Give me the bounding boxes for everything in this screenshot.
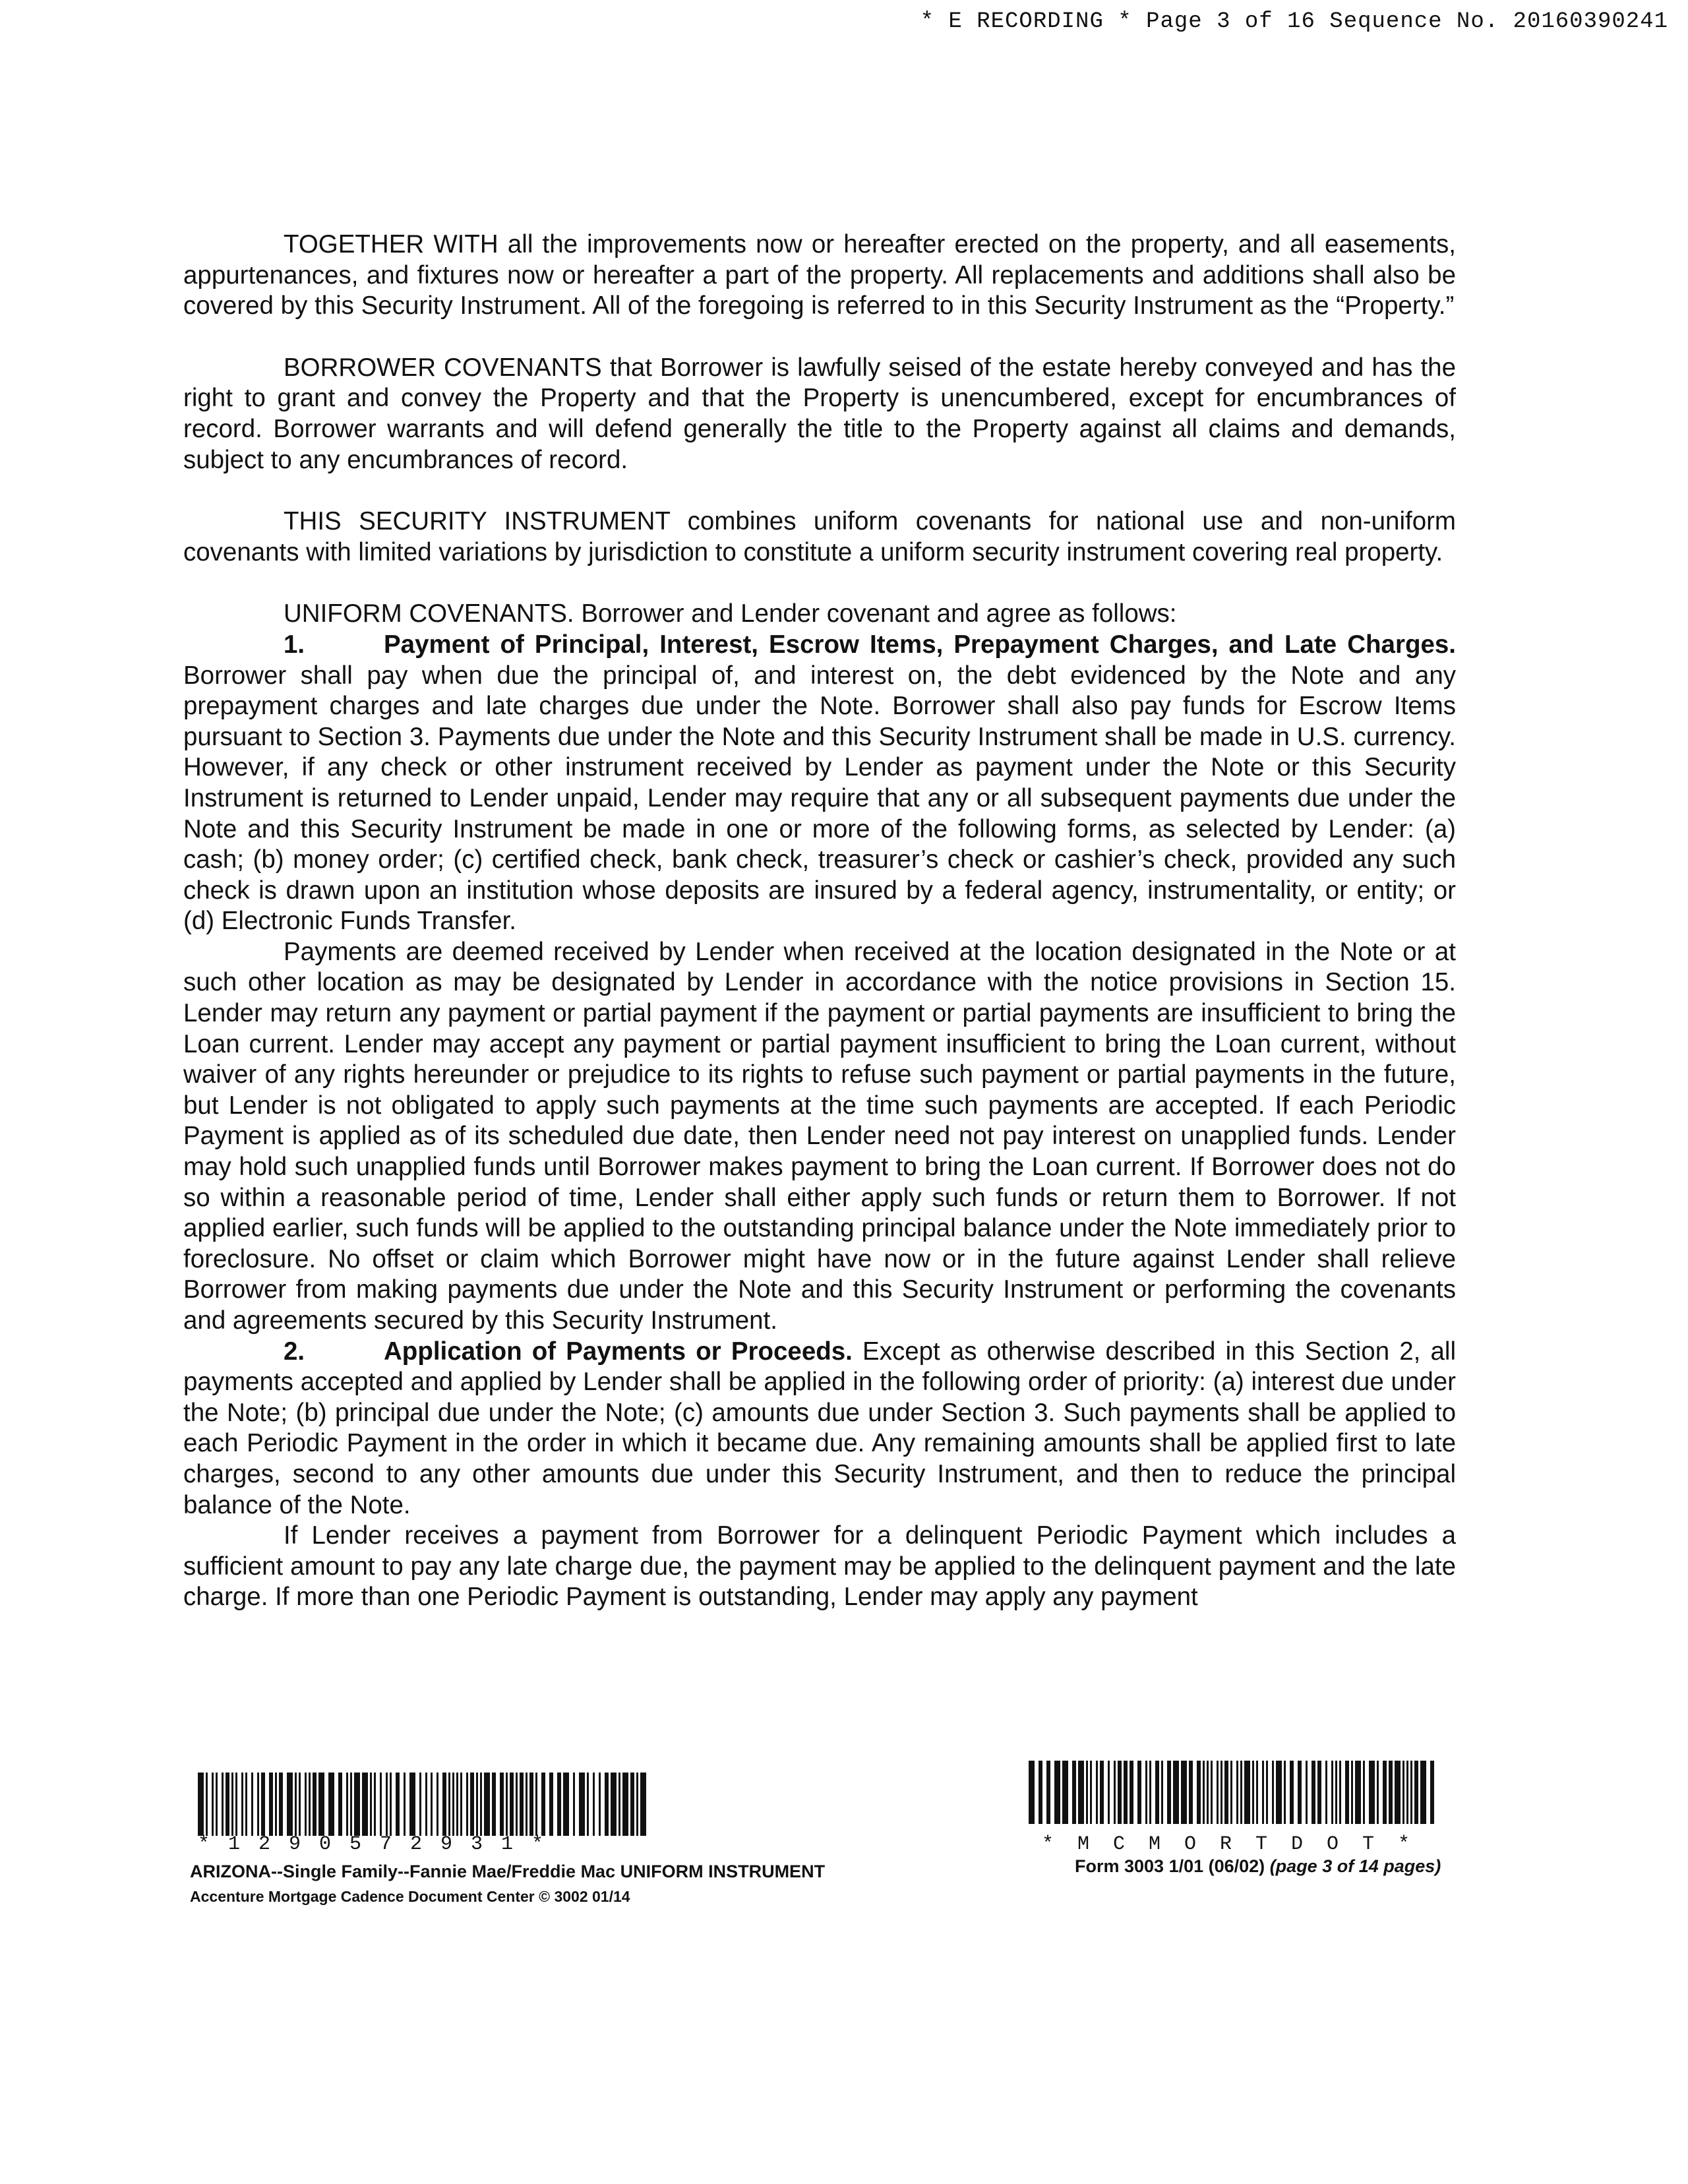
form-right <box>1075 1856 1441 1877</box>
recording-header: * E RECORDING * Page 3 of 16 Sequence No. 20160390241 <box>920 9 1668 34</box>
barcode-left-text: *1290572931* <box>198 1833 562 1856</box>
barcode-right <box>1029 1761 1437 1824</box>
barcode-bar <box>198 1773 204 1836</box>
paragraph-payments-deemed: Payments are deemed received by Lender when received at the location designated in the Note or at such other location as may be designated by Lender in accordance with the notice provisions in Section 15. Lender may return any payment or partial payment if the payment or partial payments are insufficient to bring the Loan current. Lender may accept any payment or partial payment insufficient to bring the Loan current, without waiver of any rights hereunder or prejudice to its rights to refuse such payment or partial payments in the future, but Lender is not obligated to apply such payments at the time such payments are accepted. If each Periodic Payment is applied as of its scheduled due date, then Lender need not pay interest on unapplied funds. Lender may hold such unapplied funds until Borrower makes payment to bring the Loan current. If Borrower does not do so within a reasonable period of time, Lender shall either apply such funds or return them to Borrower. If not applied earlier, such funds will be applied to the outstanding principal balance under the Note immediately prior to foreclosure. No offset or claim which Borrower might have now or in the future against Lender shall relieve Borrower from making payments due under the Note and this Security Instrument or performing the covenants and agreements secured by this Security Instrument. <box>183 937 1456 1335</box>
form-left-line2-text: Accenture Mortgage Cadence Document Center © 3002 01/14 <box>190 1888 630 1905</box>
barcode-bar <box>1029 1761 1035 1824</box>
barcode-bar <box>1054 1761 1060 1824</box>
barcode-bar <box>1244 1761 1250 1824</box>
barcode-bar <box>409 1773 415 1836</box>
section-2 <box>183 1337 1456 1521</box>
section-2-number: 2. <box>284 1337 305 1366</box>
barcode-bar <box>328 1773 334 1836</box>
document-body <box>183 229 1456 1613</box>
section-2-text: Except as otherwise described in this Section 2, all payments accepted and applied by Lender shall be applied in the following order of priority: (a) interest due under the Note; (b) principal due under the Note; (c) amounts due under Section 3. Such payments shall be applied to each Periodic Payment in the order in which it became due. Any remaining amounts shall be applied first to late charges, second to any other amounts due under this Security Instrument, and then to reduce the principal balance of the Note. <box>183 1337 1456 1519</box>
paragraph-uniform-covenants: UNIFORM COVENANTS. Borrower and Lender covenant and agree as follows: <box>284 599 1177 628</box>
barcode-bar <box>1369 1761 1375 1824</box>
paragraph-security-instrument: THIS SECURITY INSTRUMENT combines uniform covenants for national use and non-uniform covenants with limited variations by jurisdiction to constitute a uniform security instrument covering real property. <box>183 507 1456 566</box>
section-1-number: 1. <box>284 630 305 659</box>
barcode-bar <box>611 1773 617 1836</box>
barcode-right-text: *MCMORTDOT* <box>1042 1833 1434 1856</box>
paragraph-together-with: TOGETHER WITH all the improvements now or hereafter erected on the property, and all easements, appurtenances, and fixtures now or hereafter a part of the property. All replacements and additions shall also be covered by this Security Instrument. All of the foregoing is referred to in this Security Instrument as the “Property.” <box>183 230 1456 320</box>
section-1 <box>183 630 1456 937</box>
barcode-bar <box>1078 1761 1084 1824</box>
paragraph-delinquent-payment: If Lender receives a payment from Borrower for a delinquent Periodic Payment which includes a sufficient amount to pay any late charge due, the payment may be applied to the delinquent payment and the late charge. If more than one Periodic Payment is outstanding, Lender may apply any payment <box>183 1521 1456 1612</box>
form-left-line2 <box>190 1886 630 1906</box>
barcode-bar <box>1173 1761 1179 1824</box>
barcode-bar <box>287 1773 293 1836</box>
barcode-bar <box>354 1773 360 1836</box>
barcode-bar <box>1276 1761 1282 1824</box>
form-right-main: Form 3003 1/01 (06/02) <box>1075 1856 1265 1876</box>
form-left-line1: ARIZONA--Single Family--Fannie Mae/Freddie Mac UNIFORM INSTRUMENT <box>190 1862 826 1881</box>
barcode-bar <box>1181 1761 1187 1824</box>
barcode-bar <box>1430 1761 1434 1824</box>
barcode-bar <box>579 1773 585 1836</box>
section-2-title: Application of Payments or Proceeds. <box>384 1337 853 1366</box>
barcode-bar <box>1355 1761 1361 1824</box>
barcode-bar <box>1062 1761 1068 1824</box>
barcode-bar <box>1420 1761 1426 1824</box>
barcode-bar <box>640 1773 646 1836</box>
form-right-page: (page 3 of 14 pages) <box>1269 1856 1441 1876</box>
section-1-text: Borrower shall pay when due the principal of, and interest on, the debt evidenced by the Note and any prepayment charges and late charges due under the Note. Borrower shall also pay funds for Escrow Items pursuant to Section 3. Payments due under the Note and this Security Instrument shall be made in U.S. currency. However, if any check or other instrument received by Lender as payment under the Note or this Security Instrument is returned to Lender unpaid, Lender may require that any or all subsequent payments due under the Note and this Security Instrument be made in one or more of the following forms, as selected by Lender: (a) cash; (b) money order; (c) certified check, bank check, treasurer’s check or cashier’s check, provided any such check is drawn upon an institution whose deposits are insured by a federal agency, instrumentality, or entity; or (d) Electronic Funds Transfer. <box>183 661 1456 936</box>
barcode-bar <box>563 1773 569 1836</box>
barcode-bar <box>318 1773 324 1836</box>
barcode-bar <box>362 1773 368 1836</box>
paragraph-borrower-covenants: BORROWER COVENANTS that Borrower is lawfully seised of the estate hereby conveyed and has the right to grant and convey the Property and that the Property is unencumbered, except for encumbrances of record. Borrower warrants and will defend generally the title to the Property against all claims and demands, subject to any encumbrances of record. <box>183 353 1456 474</box>
barcode-bar <box>1395 1761 1401 1824</box>
barcode-left <box>198 1773 646 1836</box>
barcode-bar <box>484 1773 490 1836</box>
section-1-title: Payment of Principal, Interest, Escrow Items, Prepayment Charges, and Late Charges. <box>384 630 1456 659</box>
barcode-bar <box>622 1773 628 1836</box>
